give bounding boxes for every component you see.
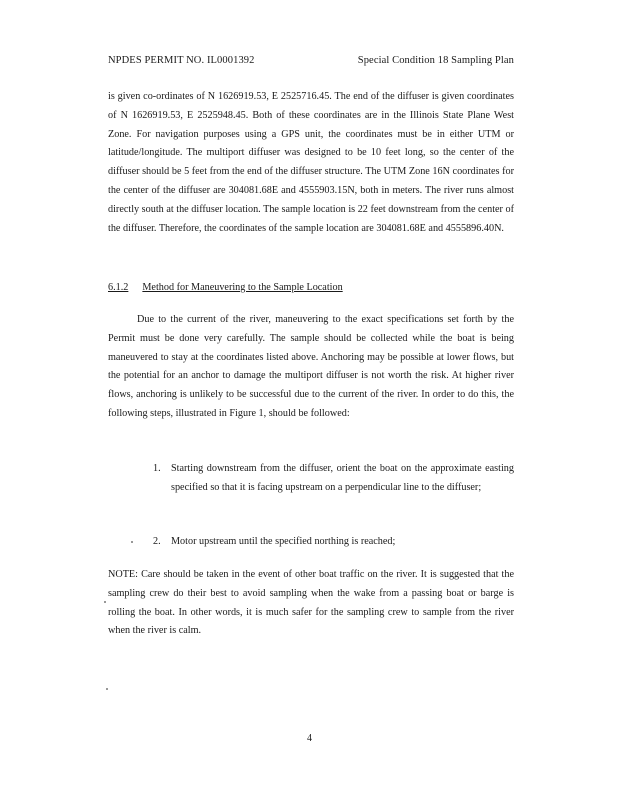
scan-speck: [106, 688, 108, 690]
list-marker: 1.: [153, 463, 161, 474]
section-header: Special Condition 18 Sampling Plan: [357, 55, 514, 66]
permit-number-header: NPDES PERMIT NO. IL0001392: [108, 55, 255, 66]
note-paragraph: NOTE: Care should be taken in the event of other boat traffic on the river. It is suggested that the sampling crew do their best to avoid sampling when the wake from a passing boat or barge is rolling the boat. In other words, it is much safer for the sampling crew to sample from the river when the river is calm.: [108, 569, 514, 637]
list-item: [153, 460, 514, 498]
section-number: 6.1.2: [108, 282, 129, 293]
list-item-text: Starting downstream from the diffuser, orient the boat on the approximate easting specified so that it is facing upstream on a perpendicular line to the diffuser;: [171, 463, 514, 493]
scan-speck: [131, 541, 133, 543]
page-number: 4: [307, 733, 312, 744]
paragraph-coordinates: is given co-ordinates of N 1626919.53, E 2525716.45. The end of the diffuser is given coordinates of N 1626919.53, E 2525948.45. Both of these coordinates are in the Illinois State Plane West Zone. For navigation purposes using a GPS unit, the coordinates must be in either UTM or latitude/longitude. The multiport diffuser was designed to be 10 feet long, so the center of the diffuser should be 5 feet from the end of the diffuser structure. The UTM Zone 16N coordinates for the center of the diffuser are 304081.68E and 4555903.15N, both in meters. The river runs almost directly south at the diffuser location. The sample location is 22 feet downstream from the center of the diffuser. Therefore, the coordinates of the sample location are 304081.68E and 4555896.40N.: [108, 91, 514, 234]
section-title: Method for Maneuvering to the Sample Location: [142, 282, 343, 293]
paragraph-maneuvering: Due to the current of the river, maneuvering to the exact specifications set forth by the Permit must be done very carefully. The sample should be collected while the boat is being maneuvered to stay at the coordinates listed above. Anchoring may be possible at lower flows, but the potential for an anchor to damage the multiport diffuser is not worth the risk. At higher river flows, anchoring is unlikely to be successful due to the current of the river. In order to do this, the following steps, illustrated in Figure 1, should be followed:: [108, 314, 514, 419]
list-marker: 2.: [153, 536, 161, 547]
scan-speck: [104, 601, 106, 603]
list-item: [153, 533, 514, 552]
section-heading: [108, 281, 343, 295]
list-item-text: Motor upstream until the specified northing is reached;: [171, 536, 396, 547]
